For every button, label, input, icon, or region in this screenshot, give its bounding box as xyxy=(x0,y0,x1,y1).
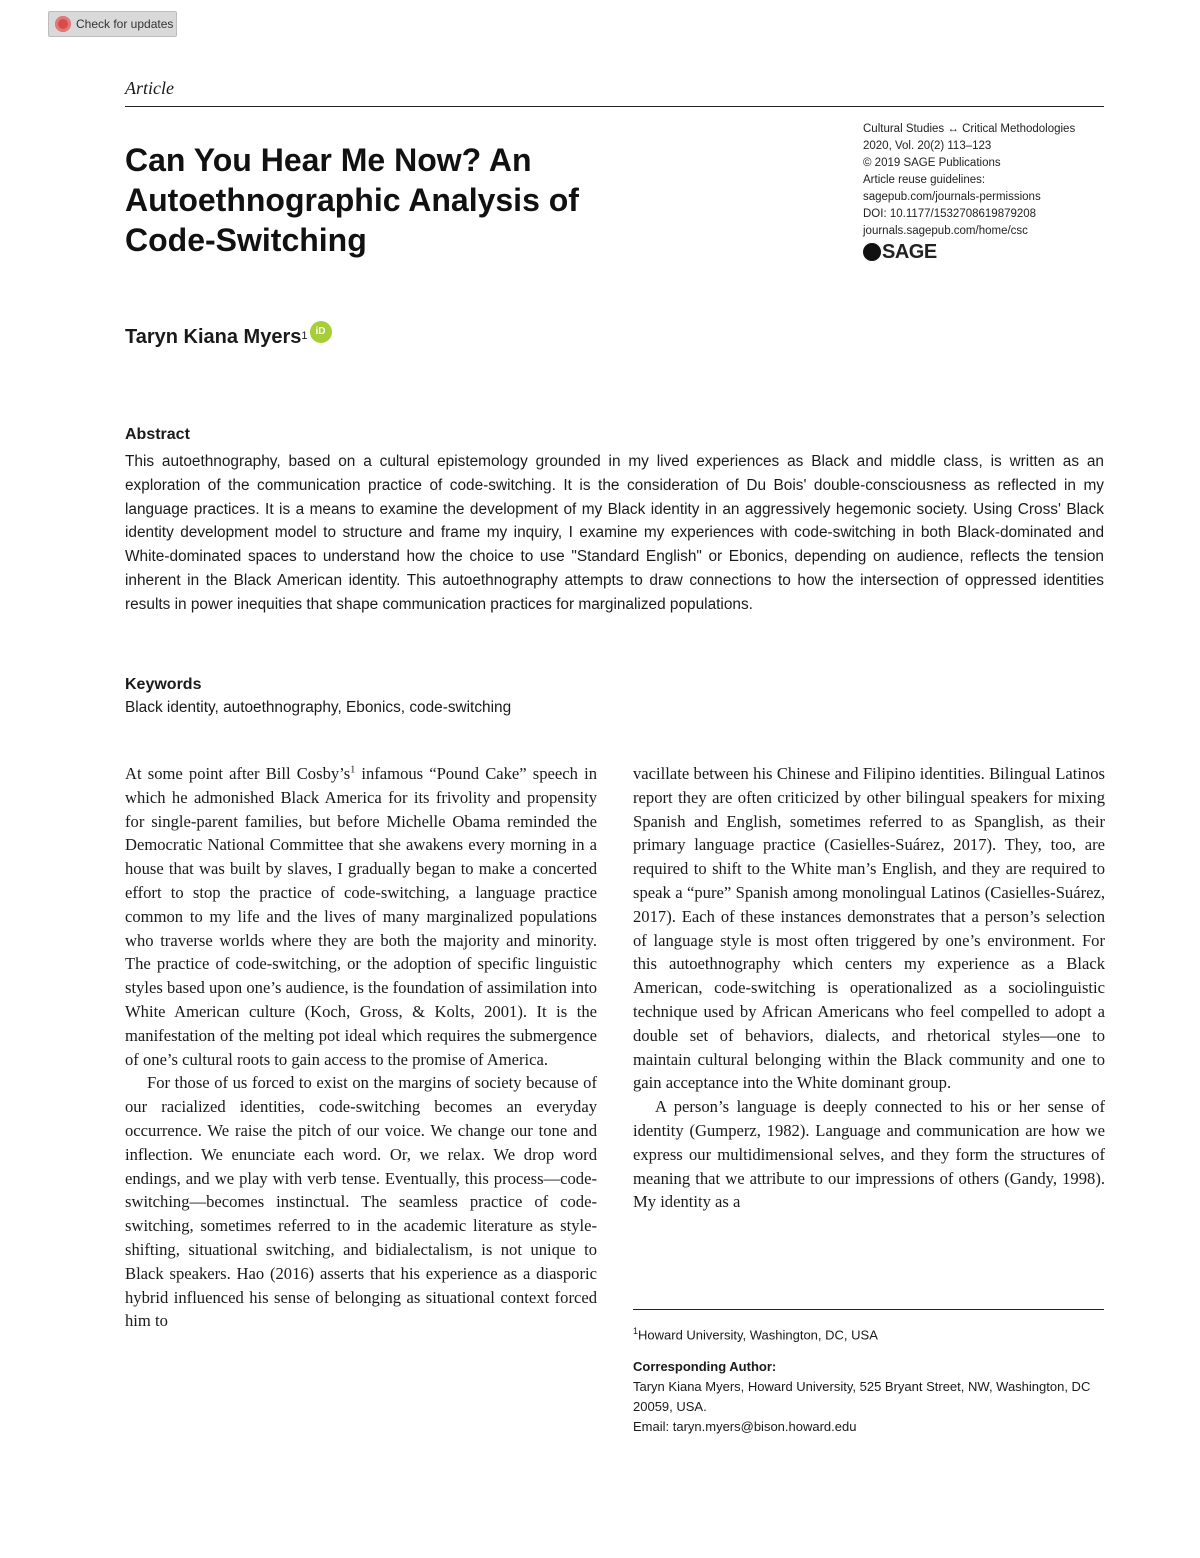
author-name: Taryn Kiana Myers xyxy=(125,326,302,348)
copyright-line: © 2019 SAGE Publications xyxy=(863,157,1001,169)
body-paragraph-2: For those of us forced to exist on the margins of society because of our racialized identities, code-switching becomes an everyday occurrence. We raise the pitch of our voice. We change our tone and inflection. We enunciate each word. Or, we relax. We drop word endings, and we play with verb tense. Eventually, this process—code-switching—becomes instinctual. The seamless practice of code-switching, sometimes referred to in the academic literature as style-shifting, situational switching, and bidialectalism, is not unique to Black speakers. Hao (2016) asserts that his experience as a diasporic hybrid influenced his sense of belonging as situational context forced him to xyxy=(125,1073,597,1331)
keywords-heading: Keywords xyxy=(125,676,202,693)
journal-metadata xyxy=(863,121,1108,261)
affiliation-mark: 1 xyxy=(633,1326,639,1336)
body-paragraph-1-start: At some point after Bill Cosby’s xyxy=(125,764,351,783)
corresponding-author-heading: Corresponding Author: xyxy=(633,1359,777,1375)
article-title xyxy=(125,140,685,260)
title-line-1: Can You Hear Me Now? An xyxy=(125,142,532,178)
journal-volume: 2020, Vol. 20(2) 113–123 xyxy=(863,140,992,152)
sage-logo-text: SAGE xyxy=(882,240,937,263)
reuse-label: Article reuse guidelines: xyxy=(863,174,986,186)
check-for-updates-label: Check for updates xyxy=(76,17,174,31)
footnote-rule xyxy=(633,1309,1104,1310)
reuse-link[interactable]: sagepub.com/journals-permissions xyxy=(863,191,1041,203)
crossmark-icon xyxy=(55,16,71,32)
abstract-heading: Abstract xyxy=(125,426,190,443)
sage-logo-mark xyxy=(863,243,881,261)
header-rule xyxy=(125,106,1104,107)
body-column-left xyxy=(125,762,597,1333)
corresponding-author-address: Taryn Kiana Myers, Howard University, 525 Bryant Street, NW, Washington, DC 20059, USA. xyxy=(633,1379,1091,1415)
orcid-icon[interactable]: iD xyxy=(310,321,332,343)
affiliation-text: Howard University, Washington, DC, USA xyxy=(638,1327,878,1343)
journal-home-link[interactable]: journals.sagepub.com/home/csc xyxy=(863,225,1028,237)
doi-line[interactable]: DOI: 10.1177/1532708619879208 xyxy=(863,208,1037,220)
keywords-text: Black identity, autoethnography, Ebonics, code-switching xyxy=(125,699,512,716)
article-type-label: Article xyxy=(125,78,174,98)
footnote-ref-1[interactable]: 1 xyxy=(350,764,356,776)
author-affil-mark: 1 xyxy=(301,329,308,342)
title-line-3: Code-Switching xyxy=(125,222,367,258)
body-paragraph-3: A person’s language is deeply connected to his or her sense of identity (Gumperz, 1982). Language and communication are how we express our multidimensional selves, and they form the structures of meaning that we attribute to our impressions of others (Gandy, 1998). My identity as a xyxy=(633,1097,1105,1212)
body-paragraph-1-rest: infamous “Pound Cake” speech in which he admonished Black America for its frivolity and propensity for single-parent families, but before Michelle Obama reminded the Democratic National Committee that she awakens every morning in a house that was built by slaves, I gradually began to make a concerted effort to stop the practice of code-switching, a language practice common to my life and the lives of many marginalized populations who traverse worlds where they are both the majority and minority. The practice of code-switching, or the adoption of specific linguistic styles based upon one’s audience, is the foundation of assimilation into White American culture (Koch, Gross, & Kolts, 2001). It is the manifestation of the melting pot ideal which requires the submergence of one’s cultural roots to gain access to the promise of America. xyxy=(125,764,598,1069)
body-paragraph-1 xyxy=(125,762,597,1071)
author-line xyxy=(125,326,332,349)
affiliation-note xyxy=(633,1321,1104,1345)
abstract-text: This autoethnography, based on a cultural epistemology grounded in my lived experiences as Black and middle class, is written as an exploration of the communication practice of code-switching. It is the consideration of Du Bois' double-consciousness as reflected in my language practices. It is a means to examine the development of my Black identity in an aggressively hegemonic society. Using Cross' Black identity development model to structure and frame my inquiry, I examine my experiences with code-switching in both Black-dominated and White-dominated spaces to understand how the choice to use "Standard English" or Ebonics, depending on audience, reflects the tension inherent in the Black American identity. This autoethnography attempts to draw connections to how the intersection of oppressed identities results in power inequities that shape communication practices for marginalized populations. xyxy=(125,453,1104,613)
sage-logo xyxy=(863,240,1108,263)
body-paragraph-2-continued: vacillate between his Chinese and Filipino identities. Bilingual Latinos report they are often criticized by other bilingual speakers for mixing Spanish and English, sometimes referred to as Spanglish, as their primary language practice (Casielles-Suárez, 2017). They, too, are required to shift to the White man’s English, and they are required to speak a “pure” Spanish among monolingual Latinos (Casielles-Suárez, 2017). Each of these instances demonstrates that a person’s selection of language style is most often triggered by one’s environment. For this autoethnography which centers my experience as a Black American, code-switching is operationalized as a sociolinguistic technique used by African Americans who feel compelled to adopt a double set of behaviors, dialects, and rhetorical styles—one to maintain cultural belonging within the Black community and one to gain acceptance into the White dominant group. xyxy=(633,764,1105,1093)
footnotes xyxy=(633,1321,1104,1437)
corresponding-author-email[interactable]: Email: taryn.myers@bison.howard.edu xyxy=(633,1419,857,1435)
body-column-right xyxy=(633,762,1105,1214)
title-line-2: Autoethnographic Analysis of xyxy=(125,182,579,218)
journal-name: Cultural Studies ↔ Critical Methodologies xyxy=(863,123,1076,135)
check-for-updates-badge[interactable] xyxy=(48,11,177,37)
